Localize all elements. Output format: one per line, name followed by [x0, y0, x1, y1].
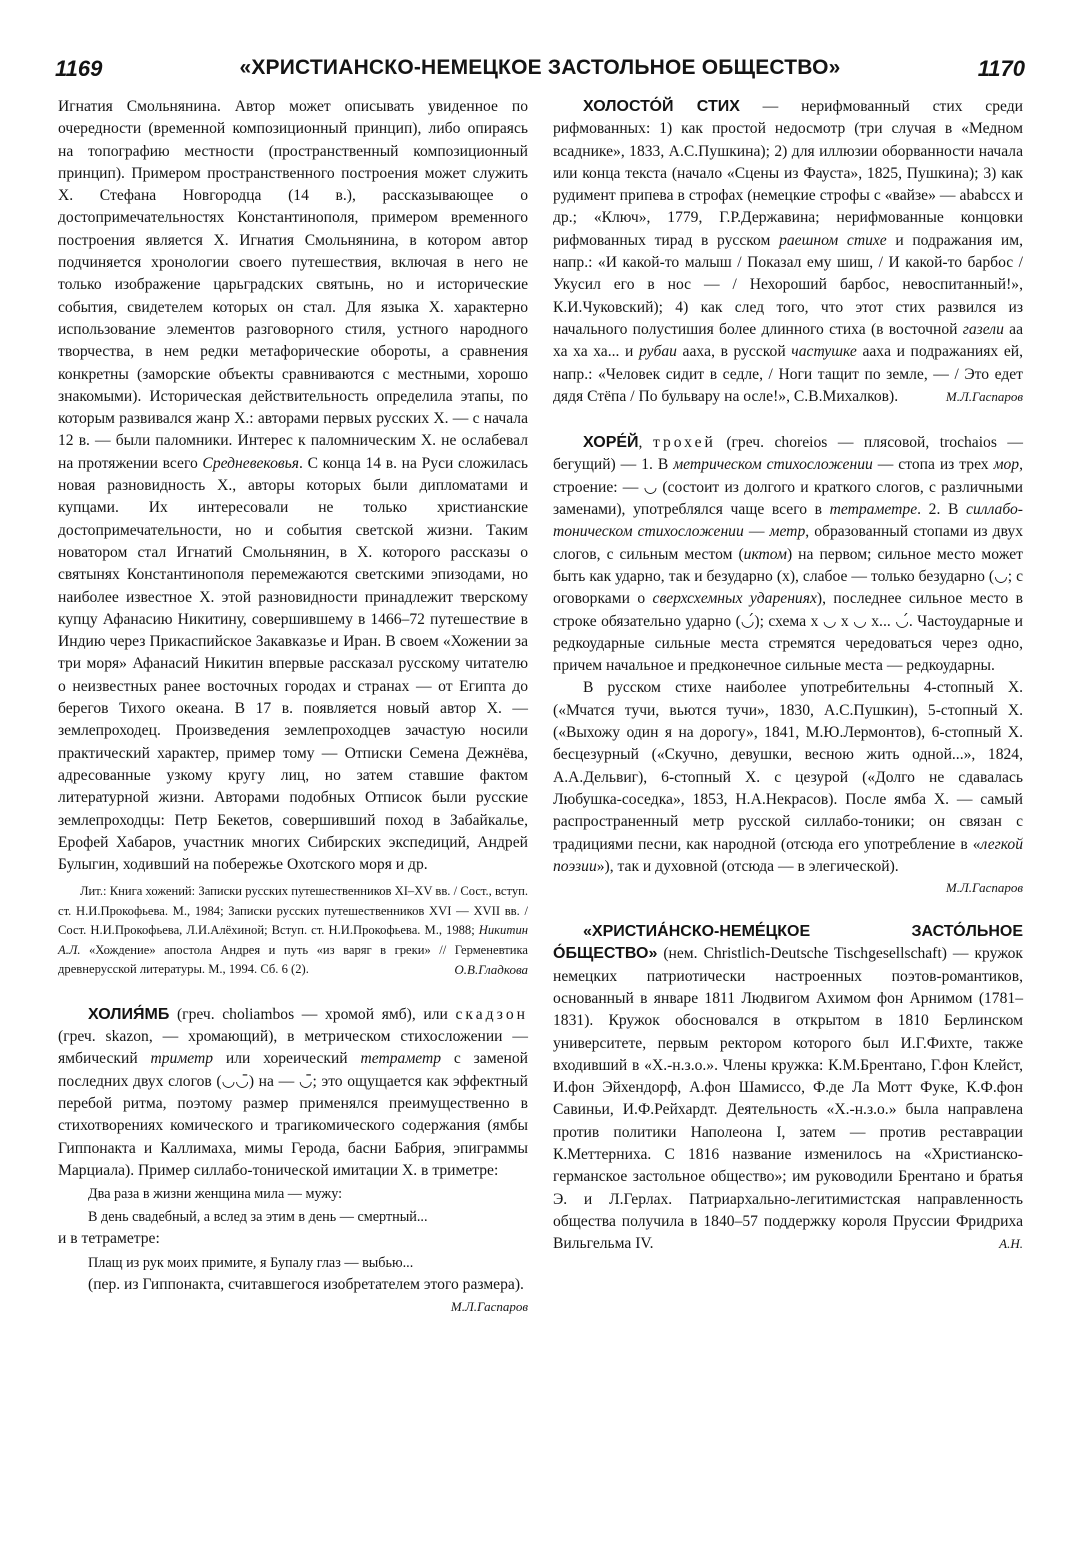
article-kholostoi-stikh: ХОЛОСТО́Й СТИХ — нерифмованный стих среди рифмованных: 1) как простой недосмотр (три случая в «Медном всаднике», 1833, А.С.Пушкина); 2) для иллюзии оборванности начала или конца текста (начало «Сцены из Фауста», 1825, Пушкина); 3) как рудимент припева в строфах (немецкие строфы с «вайзе» — ababccx и др.; «Ключ», 1779, Г.Р.Державина; нерифмованные концовки рифмованных тирад в русском раешном стихе и подражания им, напр.: «И какой-то малыш / Показал ему шиш, / И какой-то барбос / Укусил его в нос — / Нехороший барбос, невоспитанный!», К.И.Чуковский); 4) как след того, что этот стих развился из начального полустишия более длинного стиха (в восточной газели аа ха ха ха... и рубаи аaxa, в русской частушке аaxa и подражаниях ей, напр.: «Человек сидит в седле, / Ноги тащит по земле, — / Это едет дядя Стёпа / По бульвару на осле!», С.В.Михалков). М.Л.Гаспаров: [553, 96, 1023, 408]
running-title: «ХРИСТИАНСКО-НЕМЕЦКОЕ ЗАСТОЛЬНОЕ ОБЩЕСТВО»: [239, 56, 841, 79]
author-signature: О.В.Гладкова: [454, 962, 528, 978]
page-number-right: 1170: [977, 56, 1025, 81]
article-khorei: ХОРЕ́Й, трохей (греч. choreios — плясовой, trochaios — бегущий) — 1. В метрическом стихосложении — стопа из трех мор, строение: — ◡ (состоит из долгого и краткого слогов, с различными заменами), употреблялся чаще всего в тетраметре. 2. В силлабо-тоническом стихосложении — метр, образованный стопами из двух слогов, с сильным местом (иктом) на первом; сильное место может быть как ударно, так и безударно (x), слабое — только безударно (◡; с оговорками о сверхсхемных ударениях), последнее сильное место в строке обязательно ударно (◡́); схема x ◡ x ◡ x... ◡́. Частоударные и редкоударные сильные места стремятся чередоваться через одно, причем начальное и предконечное сильные места — редкоударны. В русском стихе наиболее употребительны 4-стопный Х. («Мчатся тучи, вьются тучи», 1830, А.С.Пушкин), 5-стопный Х. («Выхожу один я на дорогу», 1841, М.Ю.Лермонтов), 6-стопный Х. бесцезурный («Скучно, девушки, весною жить одной...», 1824, А.А.Дельвиг), 6-стопный Х. с цезурой («Долго не сдавалась Любушка-соседка», 1853, Н.А.Некрасов). После ямба Х. — самый распространенный метр русской силлабо-тоники; он связан с традициями песни, как народной (отсюда его употребление в «легкой поэзии»), так и духовной (отсюда — в элегической). М.Л.Гаспаров: [553, 434, 1024, 896]
translation-note: (пер. из Гиппонакта, считавшегося изобретателем этого размера). М.Л.Гаспаров: [58, 1274, 528, 1296]
page-header: [55, 56, 1025, 90]
verse-line: Два раза в жизни женщина мила — мужу:: [88, 1186, 343, 1203]
author-signature: М.Л.Гаспаров: [945, 388, 1023, 404]
verse-line: Плащ из рук моих примите, я Бупалу глаз — выбью...: [88, 1254, 414, 1271]
transition-text: и в тетраметре:: [58, 1230, 160, 1248]
verse-line: В день свадебный, а вслед за этим в день — смертный...: [88, 1209, 428, 1226]
headword-kholostoi: ХОЛОСТО́Й СТИХ: [583, 98, 740, 115]
headword-khorei: ХОРЕ́Й: [583, 434, 639, 452]
author-signature: А.Н.: [999, 1236, 1023, 1252]
author-signature: М.Л.Гаспаров: [945, 880, 1023, 896]
headword-christ-society: «ХРИСТИА́НСКО-НЕМЕ́ЦКОЕ ЗАСТО́ЛЬНОЕ О́БЩЕСТВО»: [553, 923, 1023, 963]
article-christian-german-society: «ХРИСТИА́НСКО-НЕМЕ́ЦКОЕ ЗАСТО́ЛЬНОЕ О́БЩЕСТВО» (нем. Christlich-Deutsche Tischgesellschaft) — кружок немецких патриотически настроенных поэтов-романтиков, основанный в январе 1811 Людвигом Ахимом фон Арнимом (1781–1831). Кружок обосновался в открытом в 1810 Берлинском университете, первым ректором которого был И.Г.Фихте, также входивший в «Х.-н.з.о.». Члены кружка: К.М.Брентано, Г.фон Клейст, И.фон Эйхендорф, А.фон Шамиссо, Ф.де Ла Мотт Фуке, К.Ф.фон Савиньи, И.Ф.Рейхардт. Деятельность «Х.-н.з.о.» была направлена против политики Наполеона I, затем — против реставрации К.Меттерниха. С 1816 название изменилось на «Христианско-германское застольное общество»; им руководили Брентано и братья Э. и Л.Герлах. Патриархально-легитимистская направленность общества получила в 1840–57 поддержку короля Пруссии Фридриха Вильгельма IV. А.Н.: [553, 921, 1023, 1255]
article-choliamb: ХОЛИЯ́МБ (греч. choliambos — хромой ямб), или скадзон (греч. skazon, — хромающий), в метрическом стихосложении — ямбический триметр или хореический тетраметр с заменой последних двух слогов (◡◡̄) на — ◡̄; это ощущается как эффектный перебой ритма, поэтому размер применялся преимущественно в стихотворениях комического и трагикомического содержания (ямбы Гиппонакта и Каллимаха, мимы Герода, басни Бабрия, эпиграммы Марциала). Пример силлабо-тонической имитации Х. в триметре: Два раза в жизни женщина мила — мужу: В день свадебный, а вслед за этим в день — смертный... и в тетраметре: Плащ из рук моих примите, я Бупалу глаз — выбью... (пер. из Гиппонакта, считавшегося изобретателем этого размера). М.Л.Гаспаров: [58, 1004, 528, 1296]
article-khozhenie-continuation: Игнатия Смольнянина. Автор может описывать увиденное по очередности (временной композиционный принцип), либо опираясь на топографию местности (пространственный композиционный принцип). Примером пространственного построения может служить Х. Стефана Новгородца (14 в.), рассказывающее о достопримечательностях Константинополя, примером временного построения является Х. Игнатия Смольнянина, в котором автор подчиняется хронологии своего путешествия, включая в него не только изображение царьградских святынь, но и исторические события, свидетелем которых он стал. Для языка Х. характерно использование элементов разговорного стиля, устного народного творчества, в нем редки метафорические обороты, а сравнения конкретны (заморские объекты сравниваются с местными, хорошо знакомыми). Историческая действительность определила этапы, по которым развивался жанр Х.: авторами первых русских Х. — с начала 12 в. — были паломники. Интерес к паломническим Х. не ослабевал на протяжении всего Средневековья. С конца 14 в. на Руси сложилась новая разновидность Х., авторы которых были дипломатами и купцами. Их интересовали не только христианские достопримечательности, но и события светской жизни. Таким новатором стал Игнатий Смольнянин, в Х. которого рассказы о святынях Константинополя перемежаются светскими эпизодами, но наиболее известное Х. этой разновидности принадлежит тверскому купцу Афанасию Никитину, совершившему в 1466–72 путешествие в Индию через Прикаспийское Закавказье и Иран. В своем «Хожении за три моря» Афанасий Никитин впервые рассказал русскому читателю о неизвестных ранее восточных городах и странах — от Египта до берегов Тихого океана. В 17 в. появляется новый автор Х. — землепроходец. Произведения землепроходцев зачастую носили практический характер, пример тому — Отписки Семена Дежнёва, адресованные узкому кругу лиц, но затем ставшие фактом литературной жизни. Авторами подобных Отписок были русские землепроходцы: Петр Бекетов, совершивший поход в Забайкалье, Ерофей Хабаров, участник многих Сибирских экспедиций, Андрей Булыгин, ходивший на побережье Охотского моря и др.: [58, 98, 528, 874]
right-column: [553, 96, 1023, 1256]
headword-choliamb: ХОЛИЯ́МБ: [88, 1005, 170, 1023]
page-number-left: 1169: [55, 56, 103, 81]
author-signature: М.Л.Гаспаров: [450, 1298, 528, 1314]
khorei-paragraph-2: В русском стихе наиболее употребительны 4-стопный Х. («Мчатся тучи, вьются тучи», 1830, А.С.Пушкин), 5-стопный Х. («Выхожу один я на дорогу», 1841, М.Ю.Лермонтов), 6-стопный Х. бесцезурный («Скучно, девушки, весною жить одной...», 1824, А.А.Дельвиг), 6-стопный Х. с цезурой («Долго не сдавалась Любушка-соседка», 1853, Н.А.Некрасов). После ямба Х. — самый распространенный метр русской силлабо-тоники; он связан с традициями песни, как народной (отсюда его употребление в «легкой поэзии»), так и духовной (отсюда — в элегической).: [553, 679, 1023, 875]
left-column: [58, 96, 528, 1318]
literature-khozhenie: Лит.: Книга хожений: Записки русских путешественников XI–XV вв. / Сост., вступ. ст. Н.И.Прокофьева. М., 1984; Записки русских путешественников XVI — XVII вв. / Сост. Н.И.Прокофьева, Л.И.Алёхиной; Вступ. ст. Н.И.Прокофьева. М., 1988; Никитин А.Л. «Хождение» апостола Андрея и путь «из варяг в греки» // Герменевтика древнерусской литературы. М., 1994. Сб. 6 (2). О.В.Гладкова: [58, 882, 528, 980]
